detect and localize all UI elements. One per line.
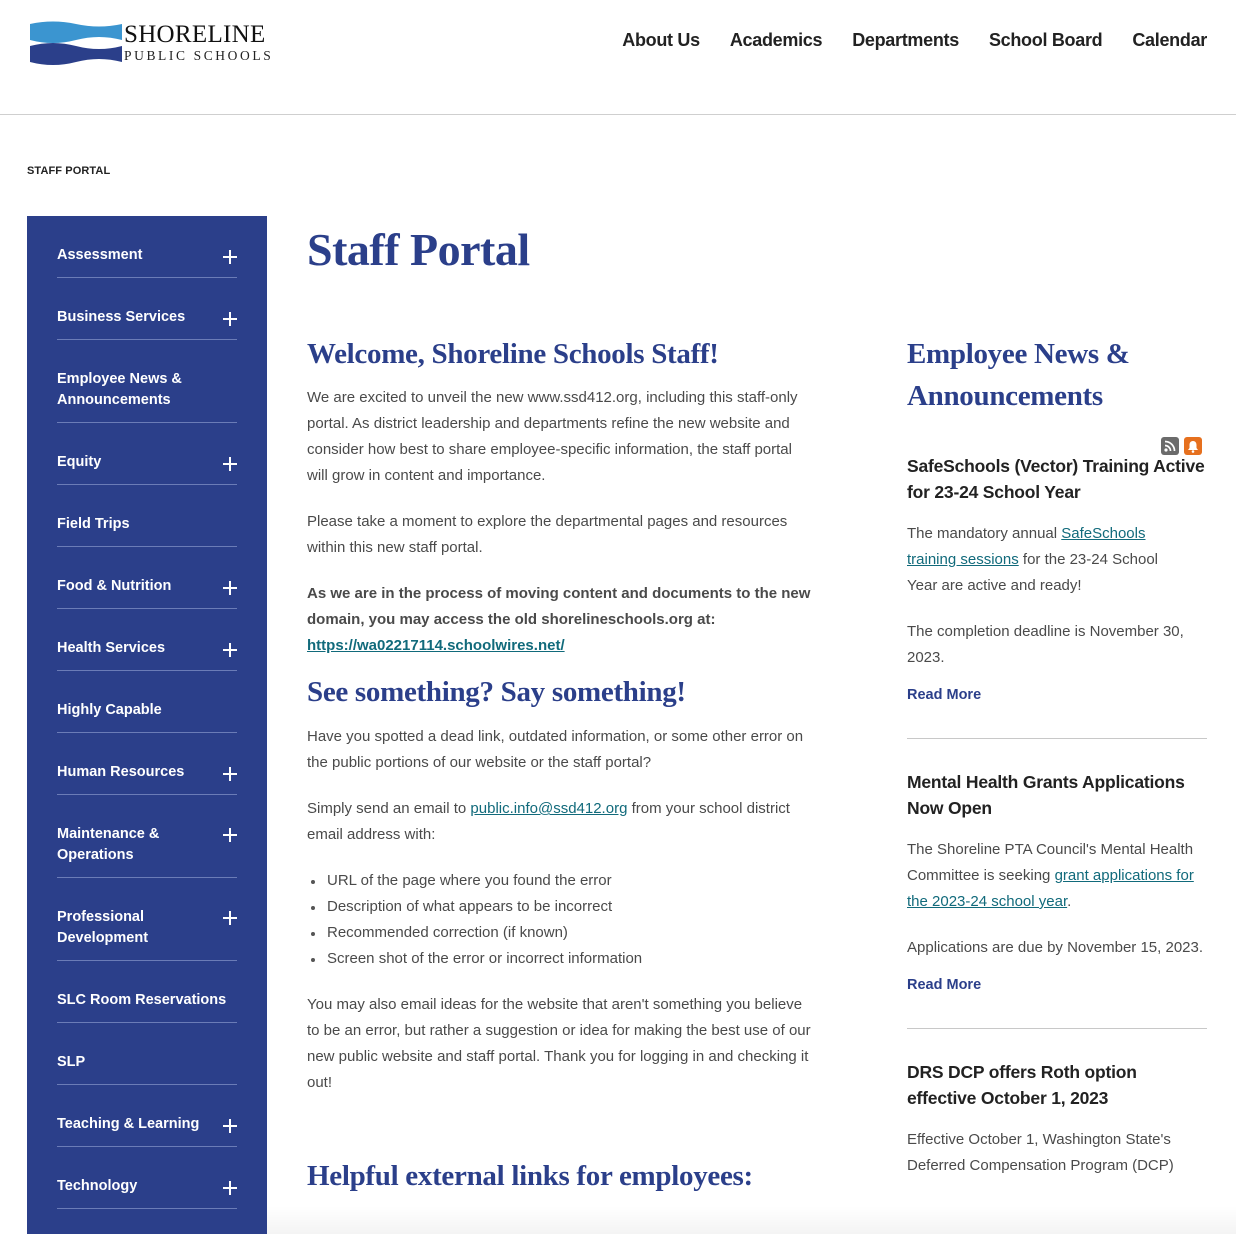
nav-academics[interactable]: Academics (729, 30, 823, 50)
sidebar-item-label: Employee News & Announcements (57, 371, 182, 408)
news-paragraph: Effective October 1, Washington State's Deferred Compensation Program (DCP) (907, 1131, 1174, 1174)
top-nav (622, 30, 1207, 51)
list-item: Recommended correction (if known) (307, 920, 812, 946)
sidebar-item-equity[interactable] (57, 423, 237, 485)
main-content (307, 220, 812, 1194)
sidebar-item-field-trips[interactable] (57, 485, 237, 547)
helpful-links-heading: Helpful external links for employees: (307, 1160, 753, 1192)
sidebar-item-label: Highly Capable (57, 702, 162, 718)
intro-paragraph-2: Please take a moment to explore the departmental pages and resources within this new staff portal. (307, 513, 788, 556)
shoreline-logo[interactable] (30, 20, 282, 66)
news-item (907, 453, 1207, 739)
sidebar-item-label: Food & Nutrition (57, 578, 172, 594)
plus-icon[interactable] (223, 1119, 237, 1133)
see-paragraph-2 (307, 796, 812, 848)
sidebar-item-label: Teaching & Learning (57, 1116, 200, 1132)
feed-icons (1161, 437, 1202, 455)
sidebar-item-human-resources[interactable] (57, 733, 237, 795)
sidebar-item-slc-room-reservations[interactable] (57, 961, 237, 1023)
email-intro-text: Simply send an email to (307, 800, 471, 817)
old-site-text: As we are in the process of moving content and documents to the new domain, you may access the old shorelineschools.org at: (307, 585, 811, 628)
plus-icon[interactable] (223, 828, 237, 842)
bottom-fade (267, 1206, 1236, 1234)
logo-subtitle: PUBLIC SCHOOLS (124, 47, 274, 63)
read-more-link[interactable]: Read More (907, 977, 982, 993)
sidebar-item-label: Equity (57, 454, 102, 470)
email-outro-text: from your school district email address with: (307, 800, 790, 843)
intro-paragraph-3 (307, 581, 812, 659)
news-item (907, 769, 1207, 1029)
wave-logo-icon (30, 21, 122, 65)
site-header (0, 0, 1236, 115)
sidebar-item-employee-news[interactable] (57, 340, 237, 423)
news-paragraph: The completion deadline is November 30, 2023. (907, 623, 1184, 666)
employee-news-panel (907, 333, 1207, 1179)
sidebar-item-technology[interactable] (57, 1147, 237, 1209)
nav-calendar[interactable]: Calendar (1132, 30, 1207, 50)
news-item (907, 1059, 1207, 1179)
bell-icon[interactable] (1184, 437, 1202, 455)
logo-name: SHORELINE (124, 20, 266, 48)
sidebar-item-health-services[interactable] (57, 609, 237, 671)
error-report-list (307, 868, 812, 972)
safeschools-link[interactable]: SafeSchools training sessions (907, 525, 1146, 568)
see-something-heading: See something? Say something! (307, 676, 686, 708)
sidebar-item-label: Assessment (57, 247, 143, 263)
news-title[interactable]: SafeSchools (Vector) Training Active for 23-24 School Year (907, 456, 1205, 502)
old-site-link[interactable]: https://wa02217114.schoolwires.net/ (307, 637, 565, 654)
sidebar-item-teaching-learning[interactable] (57, 1085, 237, 1147)
sidebar-item-label: Maintenance & Operations (57, 826, 160, 863)
sidebar-item-label: SLP (57, 1054, 86, 1070)
grant-applications-link[interactable]: grant applications for the 2023-24 school year (907, 867, 1194, 910)
sidebar-item-professional-development[interactable] (57, 878, 237, 961)
sidebar-item-food-nutrition[interactable] (57, 547, 237, 609)
news-text: . (1067, 893, 1072, 910)
intro-paragraph-1: We are excited to unveil the new www.ssd412.org, including this staff-only portal. As district leadership and departments refine the new website and consider how best to share employee-specific information, the staff portal will grow in content and importance. (307, 389, 798, 484)
list-item: URL of the page where you found the error (307, 868, 812, 894)
news-text: The mandatory annual (907, 525, 1062, 542)
sidebar-item-business-services[interactable] (57, 278, 237, 340)
sidebar-item-label: Business Services (57, 309, 186, 325)
sidebar-item-label: Field Trips (57, 516, 130, 532)
page-title: Staff Portal (307, 224, 530, 275)
news-paragraph (907, 837, 1207, 915)
news-paragraph: Applications are due by November 15, 2023. (907, 939, 1204, 956)
sidebar-item-label: Human Resources (57, 764, 185, 780)
rss-icon[interactable] (1161, 437, 1179, 455)
plus-icon[interactable] (223, 457, 237, 471)
news-title[interactable]: DRS DCP offers Roth option effective October 1, 2023 (907, 1062, 1137, 1108)
nav-about-us[interactable]: About Us (622, 30, 700, 50)
news-text: The Shoreline PTA Council's Mental Health Committee is seeking (907, 841, 1194, 884)
sidebar-nav (27, 216, 267, 1234)
breadcrumb[interactable]: STAFF PORTAL (27, 165, 111, 177)
see-paragraph-1: Have you spotted a dead link, outdated information, or some other error on the public portions of our website or the staff portal? (307, 728, 804, 771)
sidebar-item-highly-capable[interactable] (57, 671, 237, 733)
nav-school-board[interactable]: School Board (988, 30, 1103, 50)
plus-icon[interactable] (223, 643, 237, 657)
sidebar-item-slp[interactable] (57, 1023, 237, 1085)
plus-icon[interactable] (223, 581, 237, 595)
nav-departments[interactable]: Departments (852, 30, 959, 50)
read-more-link[interactable]: Read More (907, 687, 982, 703)
news-text: for the 23-24 School Year are active and ready! (907, 551, 1158, 594)
email-link[interactable]: public.info@ssd412.org (470, 800, 628, 817)
news-paragraph (907, 521, 1192, 599)
news-panel-title: Employee News & Announcements (907, 338, 1130, 412)
sidebar-item-maintenance-operations[interactable] (57, 795, 237, 878)
sidebar-item-label: SLC Room Reservations (57, 992, 227, 1008)
plus-icon[interactable] (223, 1181, 237, 1195)
news-title[interactable]: Mental Health Grants Applications Now Open (907, 772, 1185, 818)
welcome-heading: Welcome, Shoreline Schools Staff! (307, 338, 719, 370)
plus-icon[interactable] (223, 312, 237, 326)
sidebar-item-label: Health Services (57, 640, 166, 656)
list-item: Description of what appears to be incorrect (307, 894, 812, 920)
sidebar-item-label: Technology (57, 1178, 138, 1194)
plus-icon[interactable] (223, 911, 237, 925)
sidebar-item-assessment[interactable] (57, 216, 237, 278)
plus-icon[interactable] (223, 250, 237, 264)
see-paragraph-3: You may also email ideas for the website that aren't something you believe to be an error, but rather a suggestion or idea for making the best use of our new public website and staff portal. Thank you for logging in and checking it out! (307, 996, 811, 1091)
list-item: Screen shot of the error or incorrect information (307, 946, 812, 972)
sidebar-item-label: Professional Development (57, 909, 149, 946)
plus-icon[interactable] (223, 767, 237, 781)
